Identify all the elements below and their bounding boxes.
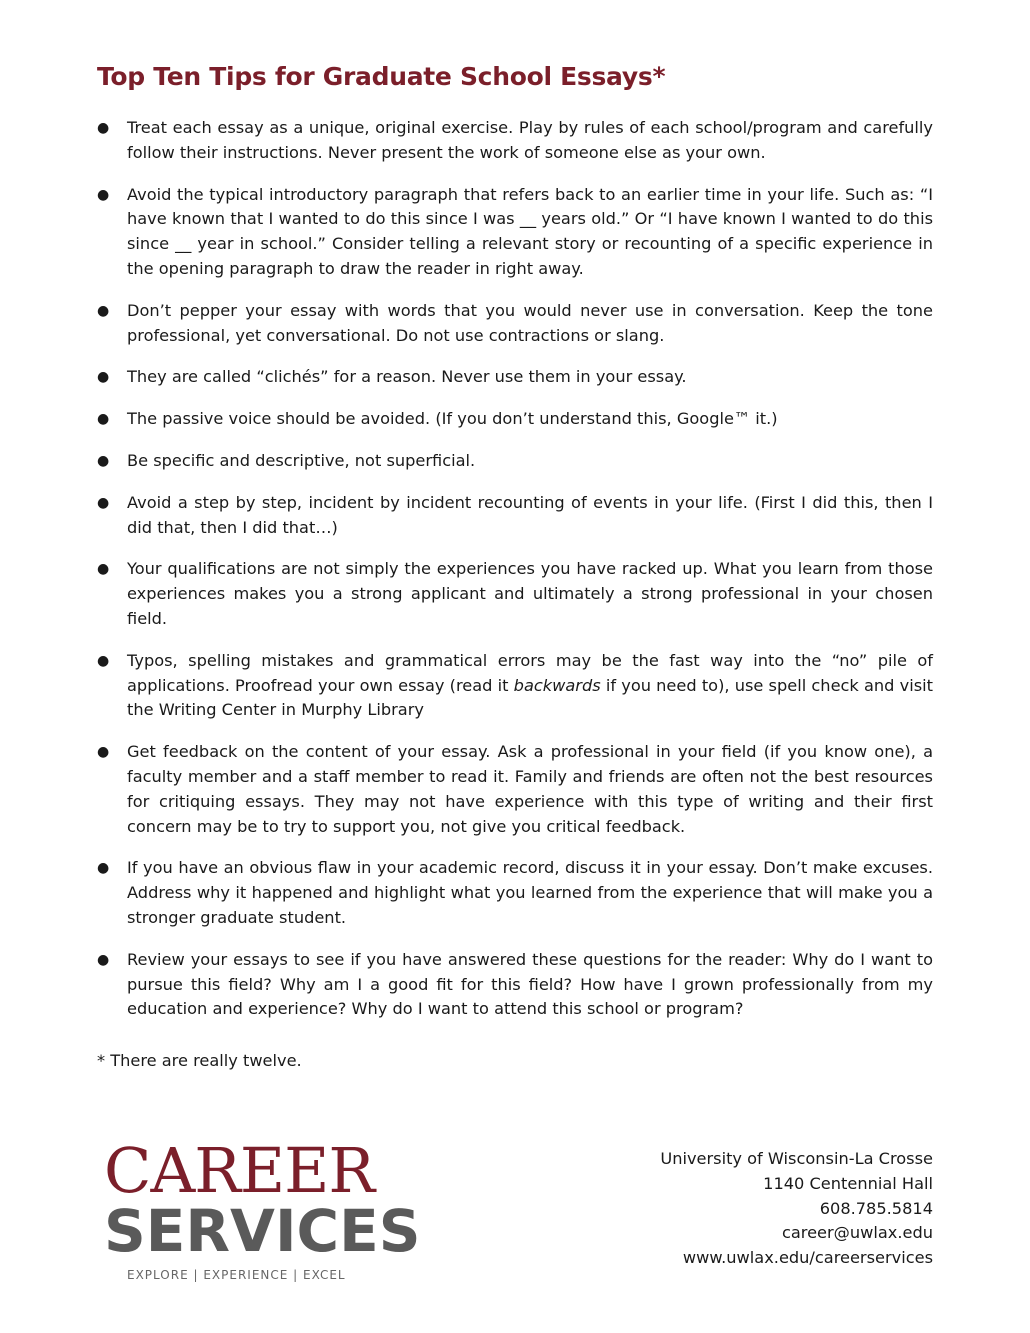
tip-text: Avoid a step by step, incident by incident recounting of events in your life. (First I did this, then I did that, then I did that…) [127, 492, 933, 537]
bullet-icon: ● [97, 186, 110, 203]
tip-text-italic: backwards [513, 675, 601, 695]
list-item [97, 948, 933, 1022]
institution-name: University of Wisconsin-La Crosse [660, 1149, 933, 1168]
list-item [97, 740, 933, 839]
page-title: Top Ten Tips for Graduate School Essays* [97, 62, 666, 91]
phone-number: 608.785.5814 [819, 1198, 933, 1218]
email-address: career@uwlax.edu [781, 1223, 933, 1243]
tip-text-before: Typos, spelling mistakes and grammatical errors may be the fast way into the “no” pile of applications. Proofread your own essay (read it [127, 650, 933, 695]
list-item [97, 407, 933, 432]
logo-services-text: SERVICES [104, 1197, 421, 1265]
career-services-logo [104, 1134, 421, 1282]
list-item [97, 491, 933, 541]
list-item [97, 299, 933, 349]
tip-text: Your qualifications are not simply the experiences you have racked up. What you learn from those experiences makes you a strong applicant and ultimately a strong professional in your chosen field. [127, 559, 933, 628]
contact-block [660, 1147, 933, 1271]
tip-text: Be specific and descriptive, not superficial. [127, 450, 476, 470]
tip-text: The passive voice should be avoided. (If you don’t understand this, Google™ it.) [127, 409, 778, 429]
tip-text: Don’t pepper your essay with words that you would never use in conversation. Keep the tone professional, yet conversational. Do not use contractions or slang. [127, 300, 933, 345]
list-item [97, 557, 933, 631]
bullet-icon: ● [97, 951, 110, 968]
tip-text: Review your essays to see if you have answered these questions for the reader: Why do I want to pursue this field? Why am I a good fit for this field? How have I grown professionally from my education and experience? Why do I want to attend this school or program? [127, 949, 933, 1019]
bullet-icon: ● [97, 452, 110, 469]
logo-career-text: CAREER [104, 1134, 375, 1207]
list-item [97, 183, 933, 282]
bullet-icon: ● [97, 494, 110, 511]
list-item [97, 365, 933, 390]
logo-tagline: EXPLORE | EXPERIENCE | EXCEL [127, 1268, 346, 1282]
bullet-icon: ● [97, 561, 110, 578]
list-item [97, 116, 933, 166]
tip-text: They are called “clichés” for a reason. Never use them in your essay. [127, 367, 687, 387]
tip-text: Avoid the typical introductory paragraph that refers back to an earlier time in your life. Such as: “I have known that I wanted to do this since I was __ years old.” Or “I have known I wanted to do this since __ year in school.” Consider telling a relevant story or recounting of a specific experience in the opening paragraph to draw the reader in right away. [127, 184, 933, 278]
bullet-icon: ● [97, 302, 110, 319]
tip-text: Get feedback on the content of your essay. Ask a professional in your field (if you know one), a faculty member and a staff member to read it. Family and friends are often not the best resources for critiquing essays. They may not have experience with this type of writing and their first concern may be to try to support you, not give you critical feedback. [127, 742, 933, 836]
bullet-icon: ● [97, 369, 110, 386]
tip-text: If you have an obvious flaw in your academic record, discuss it in your essay. Don’t make excuses. Address why it happened and highlight what you learned from the experience that will make you a stronger graduate student. [127, 858, 933, 927]
list-item [97, 649, 933, 723]
tips-list [97, 116, 933, 1039]
list-item [97, 856, 933, 930]
tip-text-after: if you need to), use spell check and visit the Writing Center in Murphy Library [127, 675, 933, 720]
building-address: 1140 Centennial Hall [763, 1173, 933, 1193]
bullet-icon: ● [97, 860, 110, 877]
bullet-icon: ● [97, 744, 110, 761]
bullet-icon: ● [97, 411, 110, 428]
list-item [97, 449, 933, 474]
tip-text: Treat each essay as a unique, original exercise. Play by rules of each school/program and carefully follow their instructions. Never present the work of someone else as your own. [127, 118, 933, 162]
bullet-icon: ● [97, 120, 110, 136]
website-url: www.uwlax.edu/careerservices [682, 1248, 933, 1268]
footnote: * There are really twelve. [97, 1051, 302, 1070]
bullet-icon: ● [97, 652, 110, 669]
